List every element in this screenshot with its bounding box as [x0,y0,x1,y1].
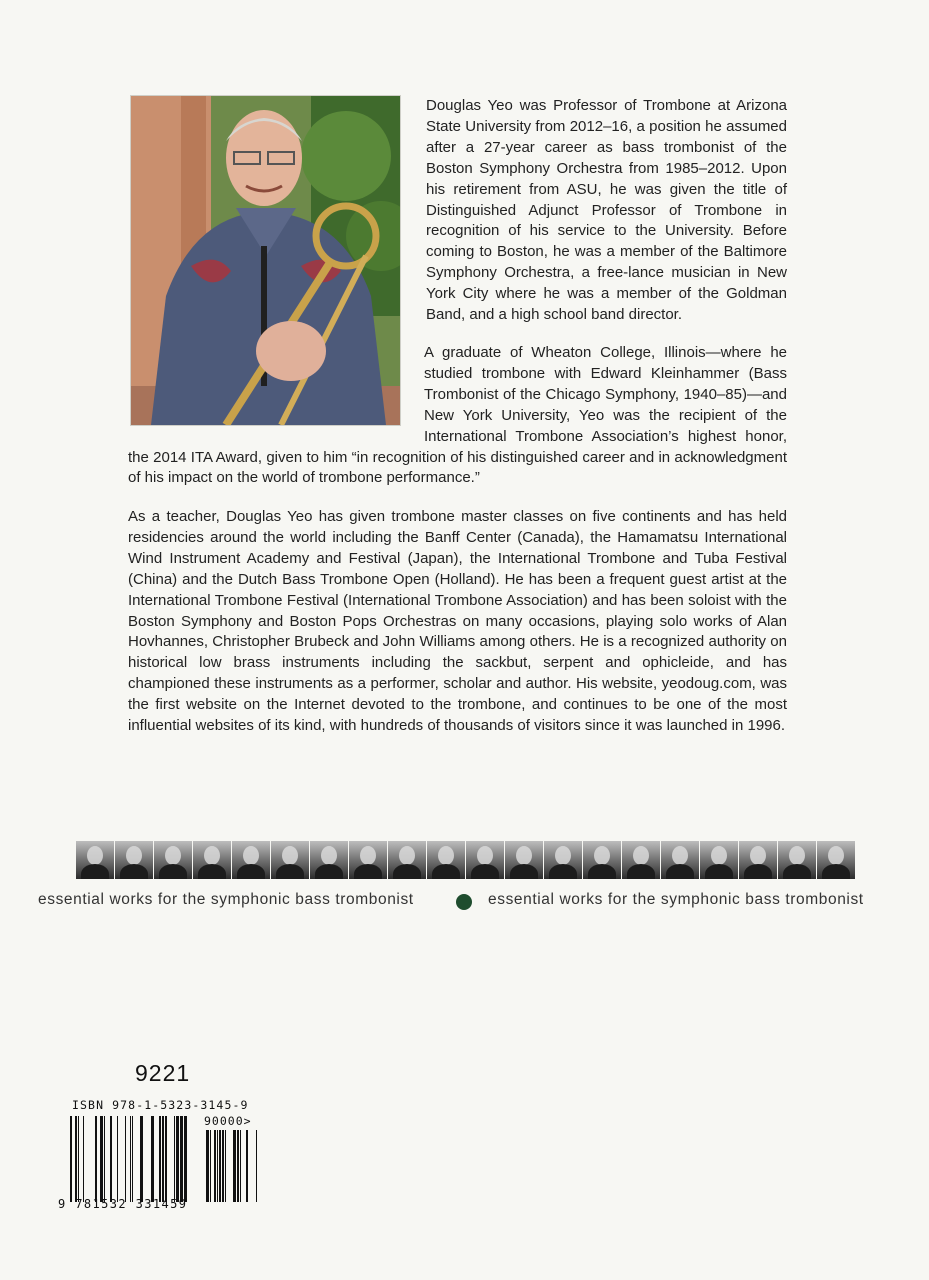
isbn-label: ISBN 978-1-5323-3145-9 [72,1098,249,1112]
bio-paragraph-3: As a teacher, Douglas Yeo has given trombone master classes on five continents and has held residencies around the world including the Banff Center (Canada), the Hamamatsu International Wind Instrument Academy and Festival (Japan), the International Trombone and Tuba Festival (China) and the Dutch Bass Trombone Open (Holland). He has been a frequent guest artist at the International Trombone Festival (International Trombone Association) and has been soloist with the Boston Symphony and Boston Pops Orchestras on many occasions, playing solo works of Alan Hovhannes, Christopher Brubeck and John Williams among others. He is a recognized authority on historical low brass instruments including the sackbut, serpent and ophicleide, and has championed these instruments as a performer, scholar and author. His website, yeodoug.com, was the first website on the Internet devoted to the trombone, and continues to be one of the most influential websites of its kind, with hundreds of thousands of visitors since it was launched in 1996. [128,508,787,735]
barcode-bar [110,1116,112,1202]
composer-portrait [466,841,504,879]
barcode-bar [180,1116,183,1202]
barcode-bar [233,1130,236,1202]
barcode-bar [240,1130,241,1202]
composer-portrait [232,841,270,879]
composer-portrait [193,841,231,879]
barcode-bar [210,1130,211,1202]
barcode-bar [222,1130,224,1202]
barcode-bar [219,1130,221,1202]
photo-wrap-spacer [128,343,424,435]
series-divider-dot [456,894,472,910]
barcode-bar [184,1116,187,1202]
composer-portrait [700,841,738,879]
barcode-bar [78,1116,79,1202]
composer-portrait [115,841,153,879]
bio-paragraph-2 [128,343,787,489]
composer-portrait [778,841,816,879]
barcode-bar [159,1116,161,1202]
bio-paragraph-1: Douglas Yeo was Professor of Trombone at Arizona State University from 2012–16, a position he assumed after a 27-year career as bass trombonist of the Boston Symphony Orchestra from 1985–2012. Upon his retirement from ASU, he was given the title of Distinguished Adjunct Professor of Trombone in recognition of his service to the University. Before coming to Boston, he was a member of the Baltimore Symphony Orchestra, a free-lance musician in New York City where he was a member of the Goldman Band, and a high school band director. [426,97,787,324]
barcode-bar [95,1116,97,1202]
composer-portrait [427,841,465,879]
composer-portrait [349,841,387,879]
composer-portrait [271,841,309,879]
composer-portrait [388,841,426,879]
isbn-barcode [68,1112,273,1204]
barcode-bar [162,1116,164,1202]
barcode-bar [176,1116,179,1202]
barcode-bar [70,1116,72,1202]
composer-portrait [661,841,699,879]
composer-portrait [505,841,543,879]
barcode-bar [256,1130,257,1202]
barcode-bar [117,1116,118,1202]
composer-portrait [310,841,348,879]
barcode-bar [214,1130,216,1202]
barcode-bar [132,1116,133,1202]
barcode-addon-digits: 90000> [204,1114,252,1128]
barcode-bar [125,1116,126,1202]
composer-portrait [544,841,582,879]
barcode-bar [174,1116,175,1202]
series-title-left: essential works for the symphonic bass trombonist [38,891,414,908]
bio-paragraph-2-text: A graduate of Wheaton College, Illinois—where he studied trombone with Edward Kleinhammer (Bass Trombonist of the Chicago Symphony, 1940–85)—and New York University, Yeo was the recipient of the International Trombone Association’s highest honor, the 2014 ITA Award, given to him “in recognition of his distinguished career and in acknowledgment of his impact on the world of trombone performance.” [128,344,787,487]
barcode-bar [237,1130,239,1202]
barcode-bar [104,1116,105,1202]
composer-portrait-strip [76,841,855,879]
barcode-bar [217,1130,218,1202]
barcode-bar [100,1116,103,1202]
barcode-bar [151,1116,154,1202]
barcode-bar [246,1130,248,1202]
barcode-bar [140,1116,143,1202]
barcode-bar [165,1116,167,1202]
composer-portrait [76,841,114,879]
barcode-digits: 9 781532 331459 [58,1197,188,1211]
barcode-bar [206,1130,209,1202]
composer-portrait [154,841,192,879]
barcode-bar [83,1116,84,1202]
series-title-right: essential works for the symphonic bass trombonist [488,891,864,908]
price-code: 9221 [135,1060,191,1086]
barcode-bar [225,1130,226,1202]
composer-portrait [739,841,777,879]
composer-portrait [583,841,621,879]
barcode-bar [75,1116,77,1202]
barcode-bar [130,1116,131,1202]
composer-portrait [817,841,855,879]
composer-portrait [622,841,660,879]
